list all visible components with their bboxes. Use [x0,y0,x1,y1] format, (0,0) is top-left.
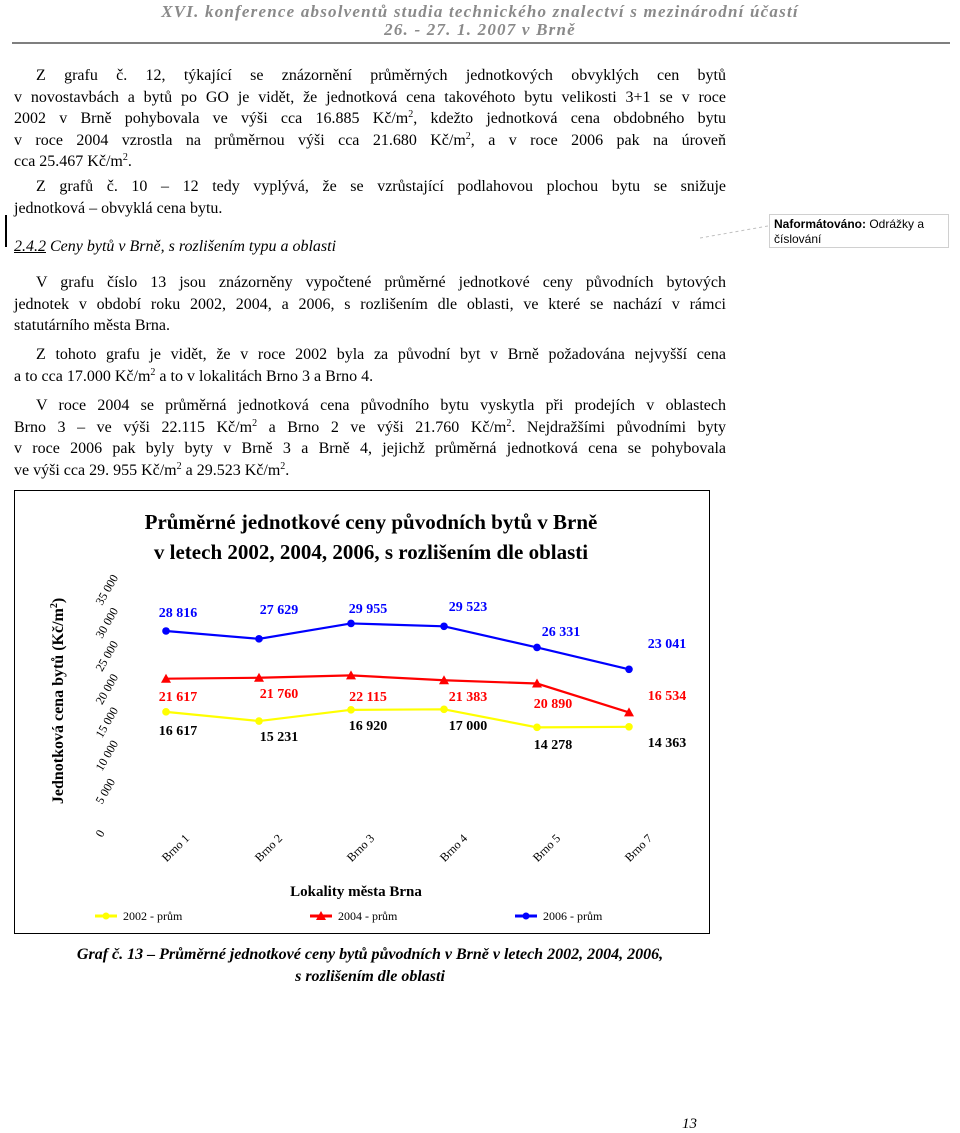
data-point [625,665,633,673]
y-tick-label: 15 000 [92,704,122,741]
data-label: 14 278 [533,738,573,753]
text-line: Z tohoto grafu je vidět, že v roce 2002 byla za původní byt v Brně požadována nejvyšší cena [36,346,726,363]
text-line: , a v roce 2006 pak na úroveň [470,131,727,149]
data-label: 29 955 [348,602,388,617]
text-line: . [127,153,132,171]
data-label: 26 331 [541,625,581,640]
x-axis-label: Lokality města Brna [290,884,422,900]
data-point [440,623,448,631]
superscript: 2 [122,152,128,164]
text-line: , kdežto jednotková cena obdobného bytu [413,110,727,128]
text-line: a to v lokalitách Brno 3 a Brno 4. [155,367,374,385]
x-tick-label: Brno 3 [343,831,378,865]
superscript: 2 [150,366,156,378]
text-line: . Nejdražšími původními byty [511,418,727,436]
data-point [533,644,541,652]
change-bar [5,215,7,247]
y-axis-label-text: Jednotková cena bytů (Kč/m [50,608,67,805]
format-comment-balloon[interactable] [769,214,949,248]
legend-label: 2002 - prům [123,909,183,923]
text-line: V grafu číslo 13 jsou znázorněny vypočtené průměrné jednotkové ceny původních bytových [36,274,726,291]
text-line: cca 25.467 Kč/m [14,153,123,171]
paragraph-graphs-summary [14,176,726,219]
text-line: statutárního města Brna. [14,317,170,335]
paragraph-2002 [14,344,726,387]
data-label: 29 523 [448,600,488,615]
superscript: 2 [506,417,512,429]
data-label: 15 231 [259,730,299,745]
header-date: 26. - 27. 1. 2007 v Brně [384,20,576,39]
data-label: 27 629 [259,603,299,618]
legend-marker [523,913,530,920]
y-tick-label: 5 000 [92,775,119,807]
data-labels [159,600,687,753]
legend-marker [103,913,110,920]
text-line: Z grafů č. 10 – 12 tedy vyplývá, že se vzrůstající podlahovou plochou bytu se snižuje [36,178,726,195]
comment-connector [700,222,770,242]
chart-title-line1: Průměrné jednotkové ceny původních bytů v Brně [144,510,598,534]
data-point [255,717,263,725]
figure-caption-line1: Graf č. 13 – Průměrné jednotkové ceny bytů původních v Brně v letech 2002, 2004, 2006, [76,946,664,963]
data-label: 21 617 [158,690,198,705]
chart-frame [14,490,710,934]
superscript: 2 [280,460,286,472]
data-label: 14 363 [647,736,687,751]
y-tick-label: 20 000 [92,671,122,707]
text-line: v roce 2006 pak byly byty v Brně 3 a Brně 4, jejichž průměrná jednotková cena se pohybovala [14,440,726,458]
y-tick-label: 25 000 [92,638,122,674]
section-title: Ceny bytů v Brně, s rozlišením typu a oblasti [46,238,337,255]
data-point [162,627,170,635]
data-label: 20 890 [533,697,573,712]
series-line-0 [166,709,629,727]
x-tick-label: Brno 5 [529,831,564,865]
x-tick-label: Brno 1 [158,831,193,865]
y-tick-label: 30 000 [92,605,122,641]
text-line: v roce 2004 vzrostla na průměrnou výši cca 21.680 Kč/m [14,131,466,149]
x-tick-label: Brno 2 [251,831,286,865]
data-label: 22 115 [349,690,387,705]
x-tick-labels [159,831,655,864]
figure-caption-line2: s rozlišením dle oblasti [295,968,445,985]
superscript: 2 [176,460,182,472]
header-title: XVI. konference absolventů studia technického znalectví s mezinárodní účastí [161,2,799,21]
data-label: 16 534 [647,689,687,704]
text-line: a 29.523 Kč/m [181,461,281,479]
y-axis-label [49,598,67,804]
superscript: 2 [252,417,258,429]
header-divider [12,42,950,44]
data-point [255,635,263,643]
text-line: 2002 v Brně pohybovala ve výši cca 16.885 Kč/m [14,110,409,128]
superscript: 2 [408,109,414,121]
text-line: a Brno 2 ve výši 21.760 Kč/m [257,418,507,436]
data-point [533,724,541,732]
y-tick-label: 35 000 [92,571,122,608]
text-line: a to cca 17.000 Kč/m [14,367,151,385]
y-axis-label-sup: 2 [49,603,60,609]
data-label: 21 760 [259,687,299,702]
data-label: 16 920 [348,719,388,734]
data-label: 17 000 [448,719,488,734]
paragraph-graph12 [14,65,726,173]
text-line: jednotek v období roku 2002, 2004, a 2006, s rozlišením dle oblasti, ve které se nachází v rámci [14,295,726,313]
price-line-chart [15,491,709,933]
y-axis-label-end: ) [50,597,67,604]
section-heading [14,238,336,256]
legend-label: 2004 - prům [338,909,398,923]
data-label: 21 383 [448,690,488,705]
paragraph-graph13-intro [14,272,726,337]
data-label: 16 617 [158,724,198,739]
text-line: V roce 2004 se průměrná jednotková cena původního bytu vyskytla při prodejích v oblastech [36,397,726,414]
legend-label: 2006 - prům [543,909,603,923]
data-label: 28 816 [158,606,198,621]
text-line: Z grafu č. 12, týkající se znázornění průměrných jednotkových obvyklých cen bytů [36,67,726,84]
comment-text: Odrážky a číslování [774,217,925,246]
superscript: 2 [465,130,471,142]
text-line: ve výši cca 29. 955 Kč/m [14,461,177,479]
data-point [162,708,170,716]
data-point [347,620,355,628]
chart-title-line2: v letech 2002, 2004, 2006, s rozlišením dle oblasti [153,540,589,564]
chart-legend [95,909,603,923]
data-label: 23 041 [647,637,687,652]
x-tick-label: Brno 4 [436,831,471,865]
y-tick-label: 0 [92,827,108,840]
page-number: 13 [682,1116,697,1132]
text-line: . [285,461,290,479]
paragraph-2004-2006 [14,395,726,481]
text-line: Brno 3 – ve výši 22.115 Kč/m [14,418,253,436]
y-tick-label: 10 000 [92,737,122,774]
text-line: jednotková – obvyklá cena bytu. [14,199,223,217]
data-point [625,723,633,731]
data-point [347,706,355,714]
comment-label: Naformátováno: [774,217,867,231]
x-tick-label: Brno 7 [621,831,656,865]
data-point [440,706,448,714]
section-number: 2.4.2 [14,238,46,255]
y-tick-labels [92,572,121,840]
text-line: v novostavbách a bytů po GO je vidět, že jednotková cena takovéhoto bytu velikosti 3+1 se v roce [14,88,726,106]
